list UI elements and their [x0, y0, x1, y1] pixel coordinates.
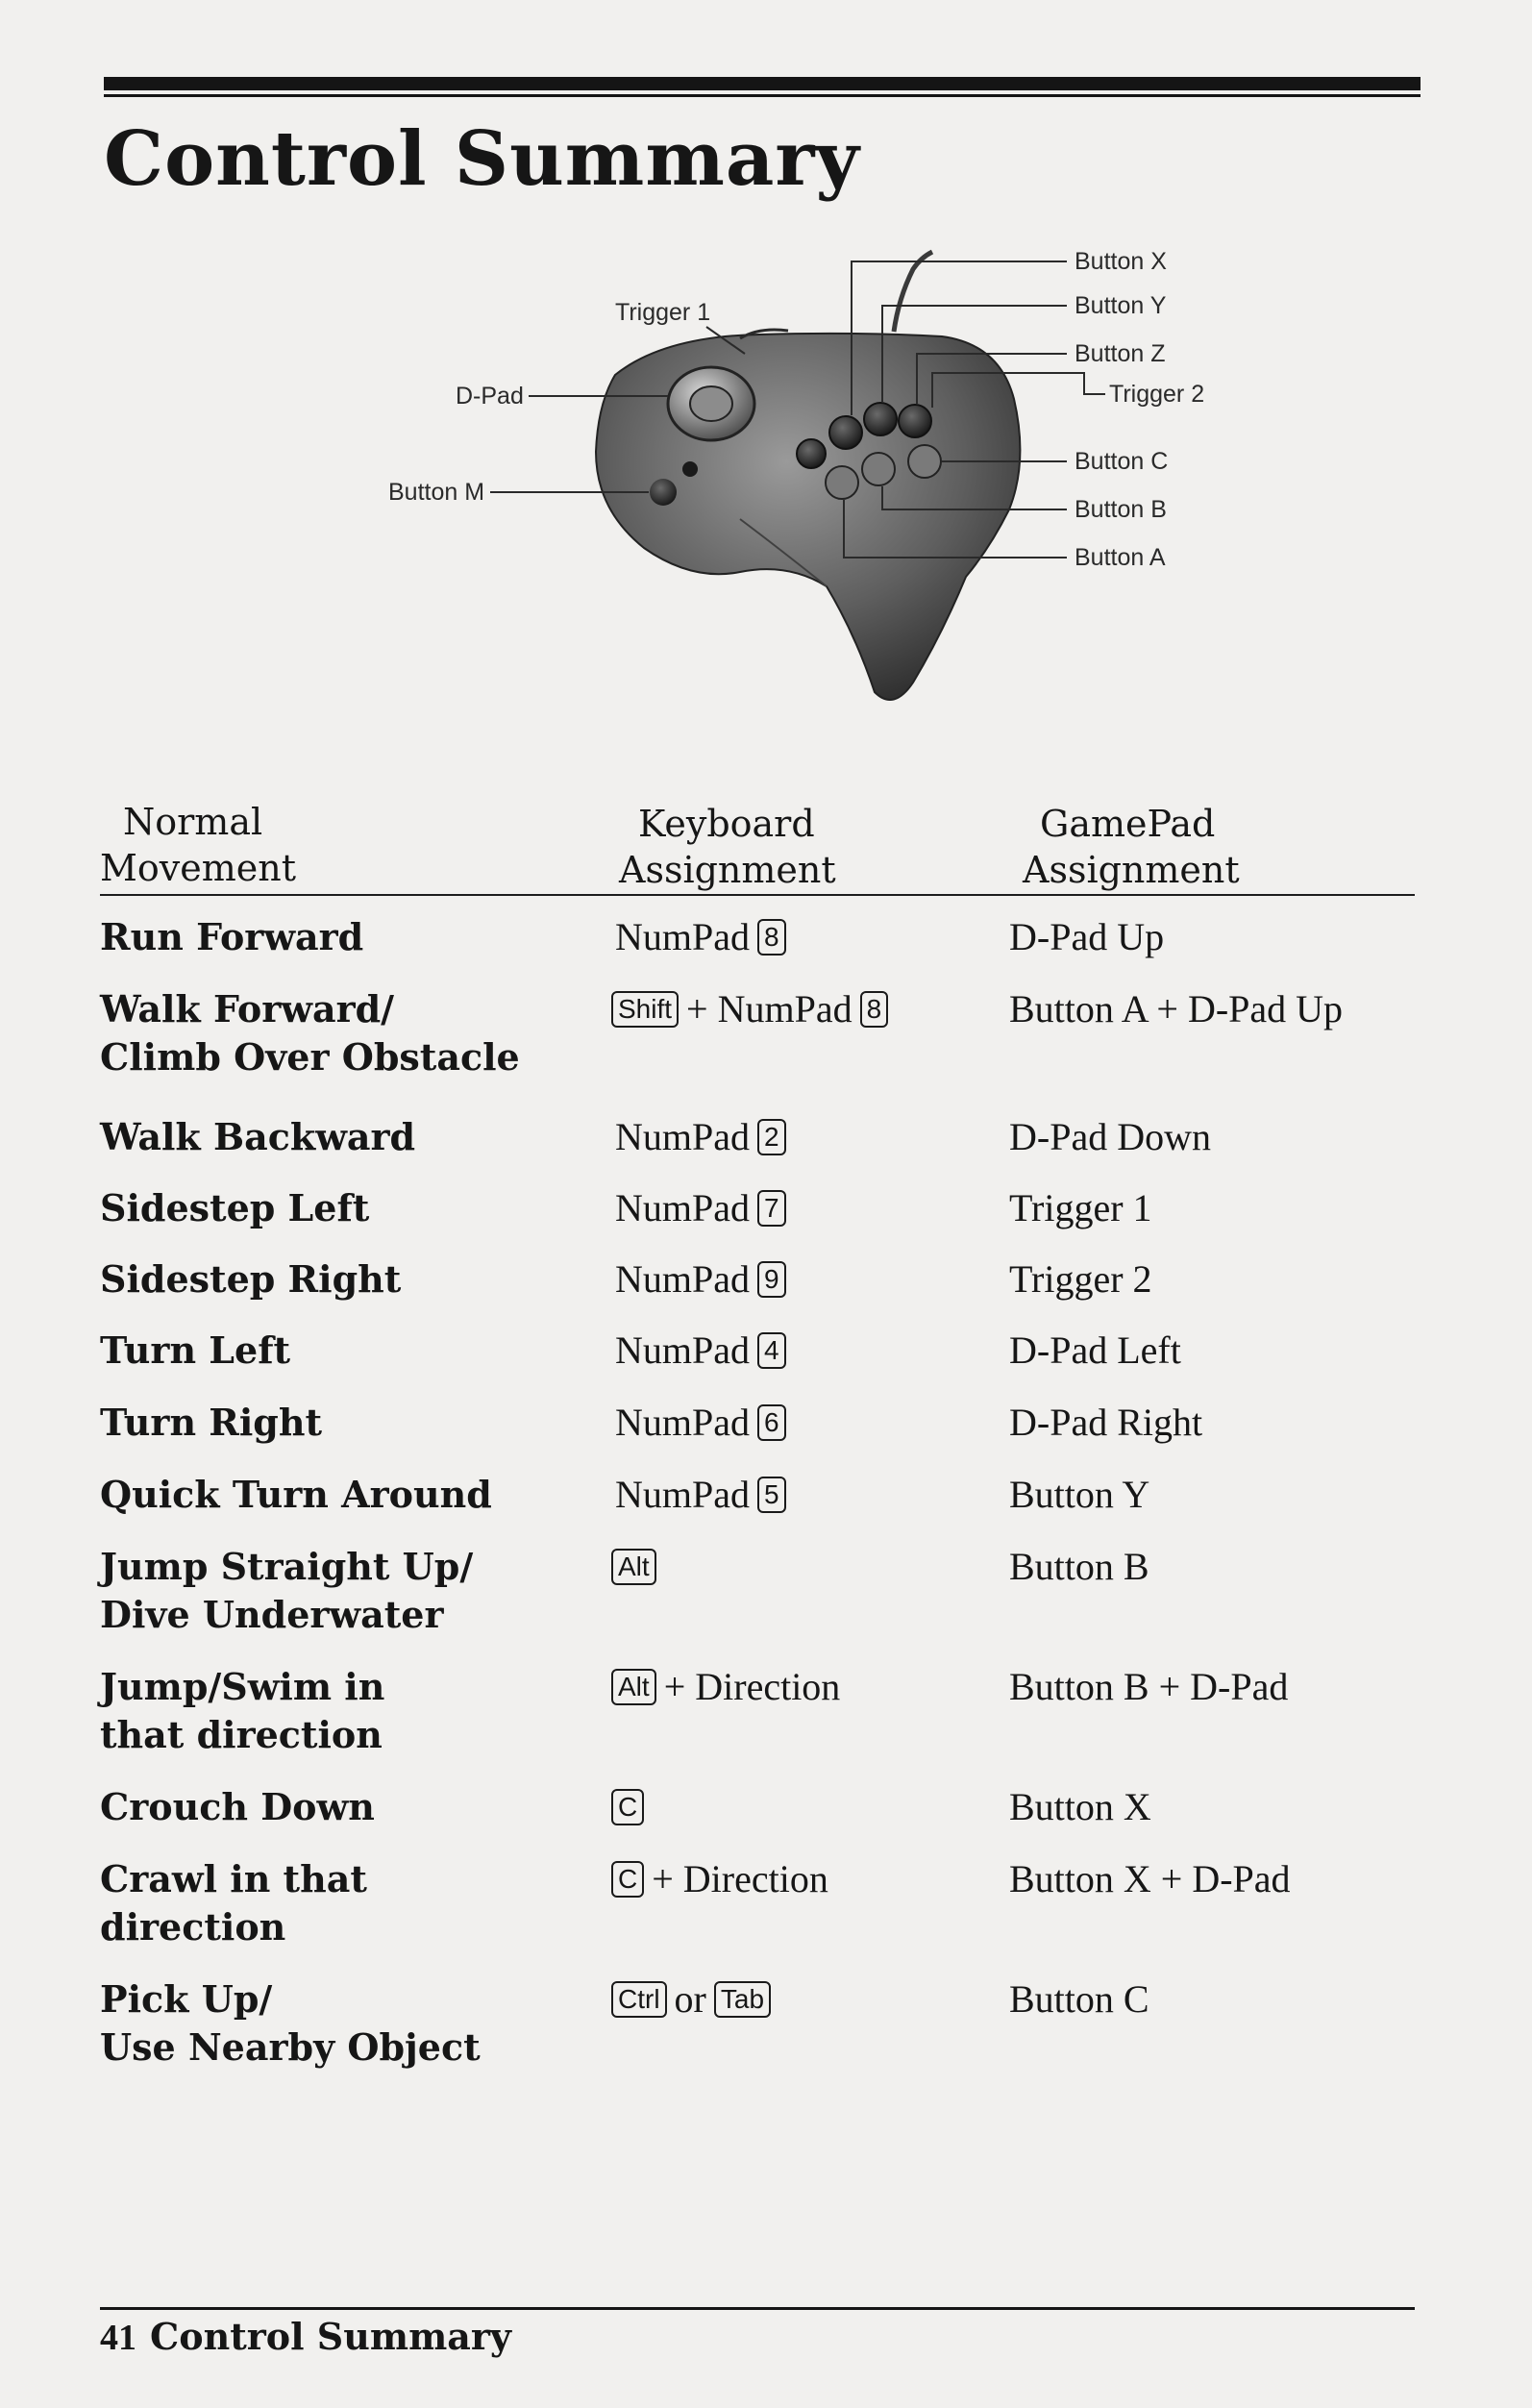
- gamepad-cell: Button Y: [1009, 1473, 1150, 1516]
- key-cap: Ctrl: [611, 1981, 667, 2018]
- header-gamepad-line2: Assignment: [1023, 849, 1240, 891]
- movement-cell: [100, 913, 363, 961]
- keyboard-cell: [609, 1471, 788, 1519]
- button-a-shape: [826, 466, 858, 499]
- gamepad-cell: Button B + D-Pad: [1009, 1665, 1289, 1708]
- movement-line: Sidestep Right: [100, 1257, 402, 1301]
- key-cap: C: [611, 1861, 644, 1898]
- page-title: Control Summary: [104, 115, 860, 203]
- gamepad-diagram: [375, 231, 1240, 769]
- keyboard-cell: [609, 913, 788, 961]
- bottom-rule: [100, 2307, 1415, 2310]
- movement-line: Walk Forward/: [100, 987, 395, 1030]
- gamepad-cell: D-Pad Down: [1009, 1115, 1211, 1158]
- movement-line: that direction: [100, 1713, 383, 1756]
- header-rule: [100, 894, 1415, 896]
- key-cap: 7: [757, 1190, 786, 1227]
- label-button-z: Button Z: [1075, 340, 1166, 367]
- movement-line: Crouch Down: [100, 1785, 375, 1828]
- key-cap: 2: [757, 1119, 786, 1155]
- key-cap: Tab: [714, 1981, 771, 2018]
- movement-cell: [100, 1255, 401, 1303]
- key-text: NumPad: [615, 1186, 750, 1229]
- gamepad-cell: D-Pad Up: [1009, 915, 1165, 958]
- movement-line: Pick Up/: [100, 1977, 273, 2021]
- gamepad-cell: Trigger 2: [1009, 1257, 1152, 1301]
- gamepad-cell: D-Pad Right: [1009, 1401, 1203, 1444]
- button-m-shape: [650, 479, 677, 506]
- label-button-c: Button C: [1075, 448, 1169, 475]
- key-text: + NumPad: [686, 987, 852, 1030]
- gamepad-cell: D-Pad Left: [1009, 1328, 1181, 1372]
- movement-cell: [100, 1543, 473, 1639]
- keyboard-cell: [609, 1113, 788, 1161]
- key-text: NumPad: [615, 1115, 750, 1158]
- movement-cell: [100, 1975, 481, 2072]
- header-movement-line2: Movement: [100, 847, 297, 889]
- movement-line: Sidestep Left: [100, 1186, 370, 1229]
- header-keyboard-line1: Keyboard: [638, 803, 815, 845]
- top-rule-thin: [104, 94, 1421, 97]
- top-rule: [104, 77, 1421, 90]
- key-text: + Direction: [663, 1665, 841, 1708]
- label-button-a: Button A: [1075, 544, 1166, 571]
- movement-line: Crawl in that: [100, 1857, 367, 1900]
- key-cap: 8: [860, 991, 889, 1028]
- keyboard-cell: [609, 1975, 773, 2023]
- movement-cell: [100, 1663, 384, 1759]
- movement-cell: [100, 1327, 290, 1375]
- key-text: or: [674, 1977, 706, 2021]
- footer: [100, 2315, 511, 2359]
- movement-line: Quick Turn Around: [100, 1473, 492, 1516]
- movement-cell: [100, 1855, 367, 1951]
- key-text: NumPad: [615, 1328, 750, 1372]
- header-keyboard-line2: Assignment: [619, 849, 836, 891]
- key-cap: Alt: [611, 1669, 656, 1705]
- label-button-m: Button M: [388, 479, 485, 506]
- movement-line: Climb Over Obstacle: [100, 1035, 520, 1079]
- footer-section: Control Summary: [150, 2315, 512, 2358]
- key-text: NumPad: [615, 1401, 750, 1444]
- movement-line: Turn Left: [100, 1328, 291, 1372]
- key-cap: 8: [757, 919, 786, 956]
- label-button-x: Button X: [1075, 248, 1167, 275]
- key-text: NumPad: [615, 915, 750, 958]
- keyboard-cell: [609, 1327, 788, 1375]
- keyboard-cell: [609, 1255, 788, 1303]
- gamepad-cell: Button X + D-Pad: [1009, 1857, 1291, 1900]
- key-cap: 5: [757, 1477, 786, 1513]
- label-trigger-1: Trigger 1: [615, 299, 711, 326]
- movement-cell: [100, 1471, 492, 1519]
- keyboard-cell: [609, 1855, 834, 1903]
- movement-cell: [100, 1399, 322, 1447]
- key-cap: 9: [757, 1261, 786, 1298]
- label-dpad: D-Pad: [456, 383, 524, 410]
- movement-cell: [100, 1113, 415, 1161]
- movement-cell: [100, 1184, 369, 1232]
- label-button-y: Button Y: [1075, 292, 1167, 319]
- movement-line: Dive Underwater: [100, 1593, 444, 1636]
- gamepad-cell: Button B: [1009, 1545, 1149, 1588]
- movement-line: Jump Straight Up/: [100, 1545, 474, 1588]
- header-movement-line1: Normal: [123, 801, 263, 843]
- keyboard-cell: [609, 985, 890, 1033]
- gamepad-body: [596, 334, 1020, 700]
- movement-line: Use Nearby Object: [100, 2025, 481, 2069]
- movement-cell: [100, 1783, 375, 1831]
- keyboard-cell: [609, 1783, 646, 1831]
- button-c-shape: [908, 445, 941, 478]
- button-b-shape: [862, 453, 895, 485]
- key-cap: Alt: [611, 1549, 656, 1585]
- movement-line: Jump/Swim in: [100, 1665, 385, 1708]
- key-text: NumPad: [615, 1473, 750, 1516]
- gamepad-cell: Button X: [1009, 1785, 1151, 1828]
- gamepad-cell: Trigger 1: [1009, 1186, 1152, 1229]
- movement-line: Walk Backward: [100, 1115, 416, 1158]
- keyboard-cell: [609, 1663, 846, 1711]
- keyboard-cell: [609, 1543, 658, 1591]
- movement-cell: [100, 985, 520, 1081]
- key-cap: 4: [757, 1332, 786, 1369]
- gamepad-cell: Button C: [1009, 1977, 1149, 2021]
- keyboard-cell: [609, 1399, 788, 1447]
- movement-line: direction: [100, 1905, 286, 1949]
- cable: [894, 252, 932, 332]
- button-y-shape: [864, 403, 897, 435]
- key-text: NumPad: [615, 1257, 750, 1301]
- button-x-shape: [829, 416, 862, 449]
- label-trigger-2: Trigger 2: [1109, 381, 1205, 408]
- page-number: 41: [100, 2318, 136, 2358]
- keyboard-cell: [609, 1184, 788, 1232]
- button-z-shape: [899, 405, 931, 437]
- movement-line: Run Forward: [100, 915, 364, 958]
- key-text: + Direction: [652, 1857, 828, 1900]
- key-cap: 6: [757, 1404, 786, 1441]
- gamepad-cell: Button A + D-Pad Up: [1009, 987, 1344, 1030]
- header-gamepad-line1: GamePad: [1040, 803, 1216, 845]
- key-cap: C: [611, 1789, 644, 1825]
- label-button-b: Button B: [1075, 496, 1167, 523]
- movement-line: Turn Right: [100, 1401, 323, 1444]
- key-cap: Shift: [611, 991, 679, 1028]
